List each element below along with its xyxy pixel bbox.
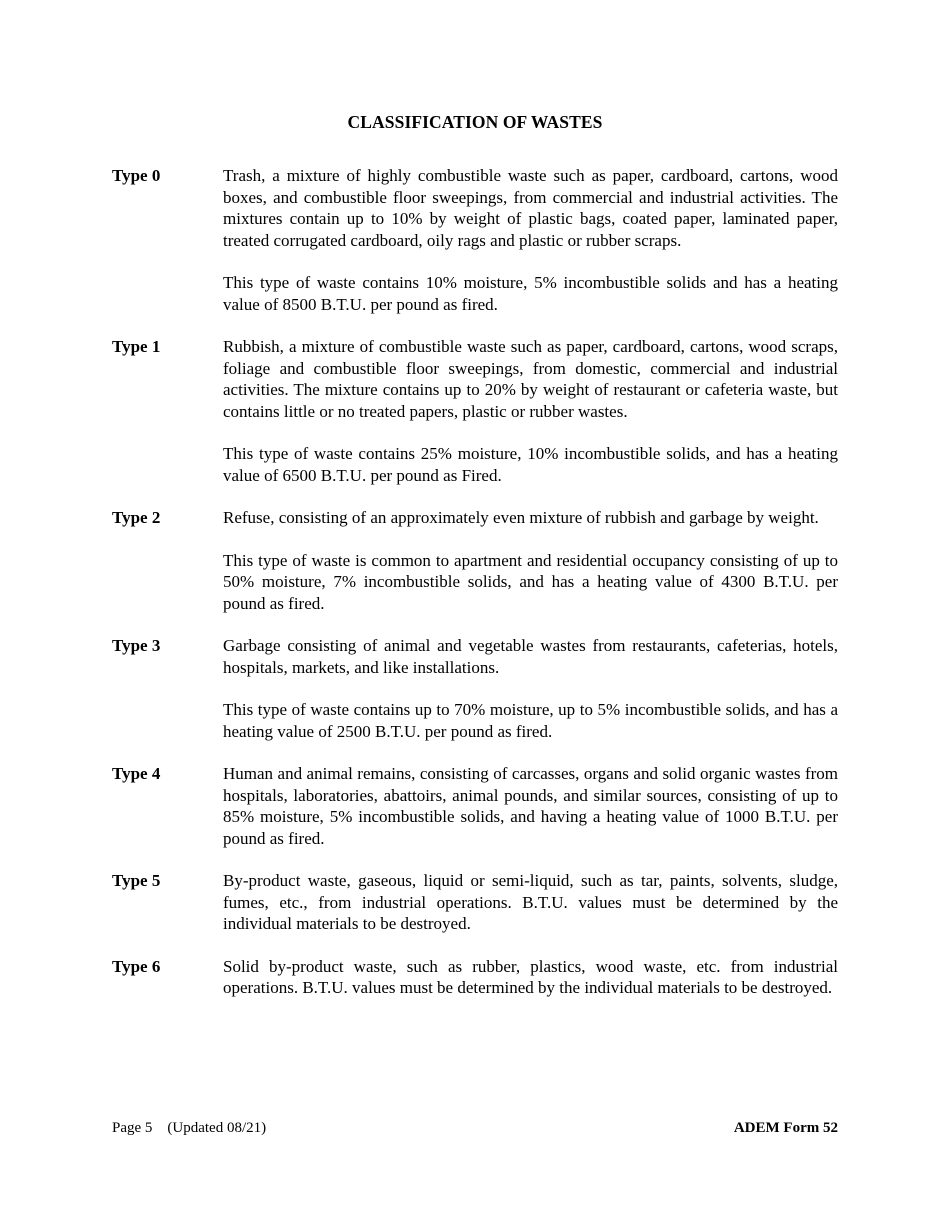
type-label: Type 6 (112, 956, 161, 976)
type-paragraph: Garbage consisting of animal and vegetable wastes from restaurants, cafeterias, hotels, hospitals, markets, and like installations. (223, 636, 838, 677)
type-description (223, 507, 838, 614)
type-row (112, 165, 838, 315)
type-description (223, 956, 838, 999)
type-paragraph: This type of waste contains 25% moisture, 10% incombustible solids, and has a heating value of 6500 B.T.U. per pound as Fired. (223, 444, 838, 485)
type-paragraph: This type of waste contains up to 70% moisture, up to 5% incombustible solids, and has a heating value of 2500 B.T.U. per pound as fired. (223, 700, 838, 741)
type-label: Type 5 (112, 871, 161, 890)
waste-type-list (112, 165, 838, 1020)
type-paragraph: This type of waste contains 10% moisture, 5% incombustible solids and has a heating value of 8500 B.T.U. per pound as fired. (223, 273, 838, 314)
type-paragraph: Solid by-product waste, such as rubber, plastics, wood waste, etc. from industrial operations. B.T.U. values must be determined by the individual materials to be destroyed. (223, 956, 838, 997)
type-row (112, 870, 838, 935)
page-title: CLASSIFICATION OF WASTES (347, 112, 603, 132)
type-description (223, 336, 838, 486)
type-paragraph: Rubbish, a mixture of combustible waste such as paper, cardboard, cartons, wood scraps, foliage and combustible floor sweepings, from domestic, commercial and industrial activities. The mixture contains up to 20% by weight of restaurant or cafeteria waste, but contains little or no treated papers, plastic or rubber wastes. (223, 337, 838, 421)
type-description (223, 763, 838, 849)
type-row (112, 635, 838, 742)
form-name-footer: ADEM Form 52 (733, 1120, 838, 1136)
type-row (112, 763, 838, 849)
page-number-footer: Page 5 (Updated 08/21) (112, 1120, 267, 1136)
type-label: Type 4 (112, 764, 161, 783)
type-paragraph: This type of waste is common to apartment and residential occupancy consisting of up to 50% moisture, 7% incombustible solids, and has a heating value of 4300 B.T.U. per pound as fired. (223, 550, 838, 613)
type-paragraph: By-product waste, gaseous, liquid or semi-liquid, such as tar, paints, solvents, sludge, fumes, etc., from industrial operations. B.T.U. values must be determined by the individual materials to be destroyed. (223, 871, 838, 933)
type-label: Type 1 (112, 337, 161, 356)
type-row (112, 956, 838, 999)
type-description (223, 870, 838, 935)
type-label: Type 2 (112, 508, 161, 527)
type-description (223, 635, 838, 742)
type-row (112, 507, 838, 614)
type-label: Type 0 (112, 166, 161, 185)
type-paragraph: Refuse, consisting of an approximately even mixture of rubbish and garbage by weight. (223, 508, 819, 527)
type-row (112, 336, 838, 486)
type-label: Type 3 (112, 636, 161, 655)
type-paragraph: Trash, a mixture of highly combustible waste such as paper, cardboard, cartons, wood boxes, and combustible floor sweepings, from commercial and industrial activities. The mixtures contain up to 10% by weight of plastic bags, coated paper, laminated paper, treated corrugated cardboard, oily rags and plastic or rubber scraps. (223, 166, 838, 250)
type-description (223, 165, 838, 315)
type-paragraph: Human and animal remains, consisting of carcasses, organs and solid organic wastes from hospitals, laboratories, abattoirs, animal pounds, and similar sources, consisting of up to 85% moisture, 5% incombustible solids, and having a heating value of 1000 B.T.U. per pound as fired. (223, 764, 838, 848)
